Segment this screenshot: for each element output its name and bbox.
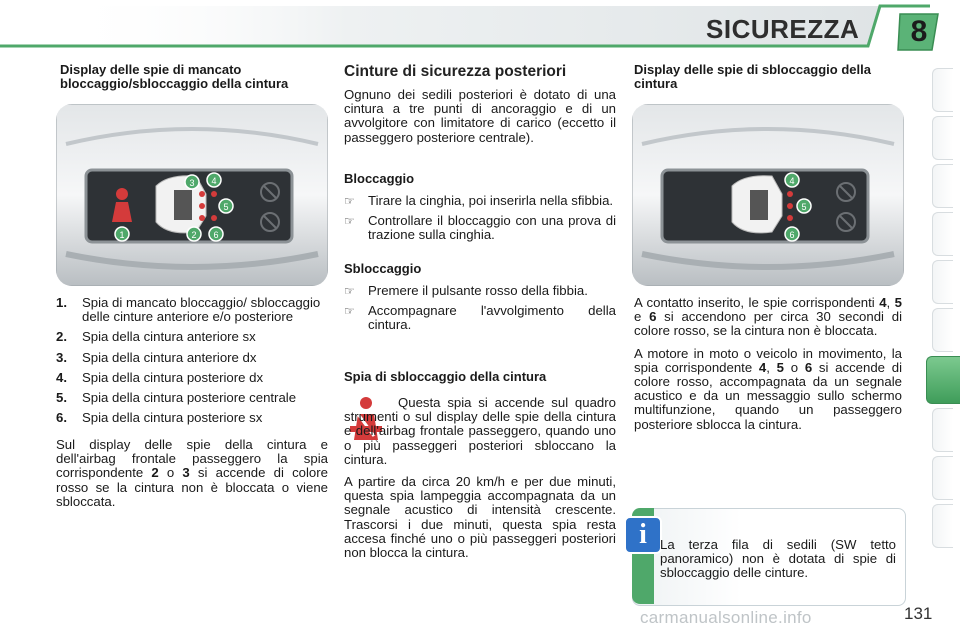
- text-run: o: [784, 359, 805, 375]
- text-run: A contatto inserito, le spie corrispondenti: [634, 295, 880, 310]
- ref-number: 4: [879, 295, 887, 310]
- legend-item: [56, 391, 330, 405]
- legend-item: [56, 296, 330, 324]
- legend-text: Spia della cintura posteriore dx: [82, 369, 264, 385]
- legend-num: 4.: [56, 369, 67, 385]
- spia-text-2: A partire da circa 20 km/h e per due minuti, questa spia lampeggia accompagnata da un segnale acustico di intensità crescente. Trascorsi i due minuti, questa spia resta accesa finché uno o più passeggeri posteriori non blocca la cintura.: [344, 474, 616, 561]
- bloccaggio-section: [344, 172, 616, 249]
- ref-number: 4: [758, 359, 767, 375]
- callout-label: 6: [789, 230, 795, 240]
- left-heading: Display delle spie di mancato bloccaggio/sbloccaggio della cintura: [60, 62, 289, 91]
- callout-label: 6: [213, 230, 219, 240]
- text-run: o: [158, 465, 183, 481]
- chapter-number: 8: [910, 15, 928, 48]
- text-run: si accende di colore rosso se la cintura non è bloccata o viene sbloccata.: [56, 465, 328, 509]
- left-paragraph: [56, 438, 328, 517]
- legend-item: [56, 330, 330, 344]
- sbloccaggio-title: Sbloccaggio: [344, 261, 422, 276]
- ref-number: 5: [776, 359, 784, 375]
- info-text: La terza fila di sedili (SW tetto panoramico) non è dotata di spie di sbloccaggio delle cinture.: [660, 537, 896, 581]
- callout-label: 5: [223, 202, 229, 212]
- text-run: ,: [766, 359, 777, 375]
- seat-lamp-icon: [211, 215, 217, 221]
- text-run: ,: [886, 295, 895, 310]
- spia-paragraph: [344, 396, 616, 568]
- legend-num: 1.: [56, 295, 67, 310]
- seat-lamp-icon: [787, 203, 793, 209]
- legend-item: [56, 411, 330, 425]
- chapter-tab[interactable]: [932, 408, 953, 452]
- legend-num: 3.: [56, 349, 67, 365]
- info-icon: i: [624, 516, 662, 554]
- middle-intro: [344, 88, 616, 153]
- step-item: [344, 304, 616, 332]
- callout-label: 2: [191, 230, 197, 240]
- chapter-tab[interactable]: [932, 164, 953, 208]
- seat-lamp-icon: [787, 215, 793, 221]
- dashboard-display-illustration-left: [56, 104, 328, 286]
- text-run: e: [634, 309, 650, 325]
- text-run: A motore in moto o veicolo in movimento, la spia corrispondente: [634, 345, 902, 375]
- right-heading: Display delle spie di sbloccaggio della cintura: [634, 62, 871, 91]
- pointing-hand-icon: ☞: [344, 304, 355, 319]
- dashboard-display-illustration-right: [632, 104, 904, 286]
- seat-lamp-icon: [211, 191, 217, 197]
- chapter-tab[interactable]: [932, 116, 953, 160]
- step-text: Tirare la cinghia, poi inserirla nella sfibbia.: [368, 193, 614, 208]
- callout-label: 4: [211, 176, 217, 186]
- text-run: si accendono per circa 30 secondi di colore rosso, se la cintura non è bloccata.: [634, 309, 903, 339]
- legend-list: [56, 296, 330, 431]
- legend-text: Spia della cintura anteriore dx: [82, 349, 257, 365]
- callout-label: 3: [189, 178, 195, 188]
- legend-num: 6.: [56, 410, 67, 426]
- sbloccaggio-section: [344, 262, 616, 339]
- text-run: Sul display delle spie della cintura e dell'airbag frontale passeggero la spia corrispondente: [56, 437, 328, 481]
- legend-text: Spia della cintura posteriore centrale: [82, 390, 297, 406]
- chapter-tabs: [926, 68, 960, 578]
- spia-title: Spia di sbloccaggio della cintura: [344, 369, 547, 384]
- pointing-hand-icon: ☞: [344, 194, 355, 208]
- legend-text: Spia della cintura anteriore sx: [82, 329, 256, 345]
- chapter-tab[interactable]: [932, 212, 953, 256]
- legend-item: [56, 371, 330, 385]
- legend-num: 5.: [56, 390, 67, 406]
- callout-label: 1: [119, 230, 125, 240]
- step-item: [344, 194, 616, 208]
- car-topview-icon: [732, 176, 782, 233]
- chapter-tab[interactable]: [932, 68, 953, 112]
- pointing-hand-icon: ☞: [344, 284, 355, 298]
- step-text: Accompagnare l'avvolgimento della cintura.: [368, 303, 616, 333]
- chapter-tab[interactable]: [932, 504, 953, 548]
- bloccaggio-title: Bloccaggio: [344, 171, 415, 186]
- ref-number: 6: [649, 309, 657, 325]
- step-item: [344, 214, 616, 242]
- spia-text: Questa spia si accende sul quadro strumenti o sul display delle spie della cintura e dell'airbag frontale passeggero, quando uno o più passeggeri posteriori sbloccano la cintura.: [344, 395, 616, 467]
- seat-lamp-icon: [199, 203, 205, 209]
- step-text: Controllare il bloccaggio con una prova di trazione sulla cinghia.: [368, 213, 616, 243]
- callout-label: 5: [801, 202, 807, 212]
- legend-num: 2.: [56, 329, 67, 345]
- ref-number: 6: [804, 359, 813, 375]
- legend-item: [56, 351, 330, 365]
- chapter-tab[interactable]: [932, 308, 953, 352]
- step-text: Premere il pulsante rosso della fibbia.: [368, 283, 588, 298]
- legend-text: Spia di mancato bloccaggio/ sbloccaggio delle cinture anteriore e/o posteriore: [82, 295, 321, 325]
- section-heading: Cinture di sicurezza posteriori: [344, 63, 567, 80]
- chapter-tab[interactable]: [932, 260, 953, 304]
- step-item: [344, 284, 616, 298]
- ref-number: 3: [182, 465, 190, 481]
- pointing-hand-icon: ☞: [344, 214, 355, 229]
- right-paragraphs: [634, 296, 902, 440]
- text-run: si accende di colore rosso, accompagnata da un segnale acustico e da un messaggio sullo schermo multifunzione, quando un passeggero posteriore sblocca la cintura.: [634, 359, 903, 432]
- intro-text: Ognuno dei sedili posteriori è dotato di una cintura a tre punti di ancoraggio e di un avvolgitore con limitatore di carico (eccetto il passeggero posteriore centrale).: [344, 87, 616, 145]
- seat-lamp-icon: [199, 215, 205, 221]
- seat-lamp-icon: [199, 191, 205, 197]
- chapter-tab-active[interactable]: [926, 356, 960, 404]
- legend-text: Spia della cintura posteriore sx: [82, 410, 263, 426]
- seat-lamp-icon: [787, 191, 793, 197]
- page-title: SICUREZZA: [706, 14, 860, 44]
- watermark: carmanualsonline.info: [640, 608, 812, 627]
- chapter-tab[interactable]: [932, 456, 953, 500]
- callout-label: 4: [789, 176, 795, 186]
- ref-number: 5: [894, 295, 902, 310]
- ref-number: 2: [151, 465, 159, 481]
- page-number: 131: [904, 604, 933, 623]
